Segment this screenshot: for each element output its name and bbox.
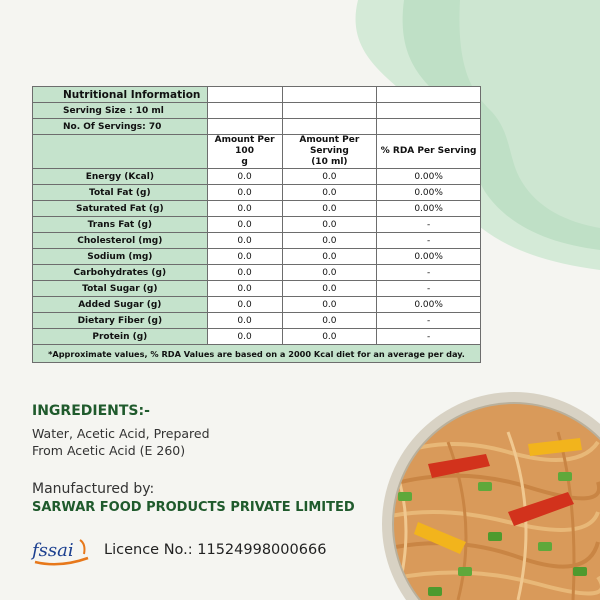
nutrition-title: Nutritional Information [33, 87, 208, 103]
nutrient-name: Total Sugar (g) [33, 281, 208, 297]
nutrient-per-100: 0.0 [207, 329, 282, 345]
nutrient-row [33, 169, 481, 185]
ingredients-text: Water, Acetic Acid, Prepared From Acetic Acid (E 260) [32, 426, 210, 458]
header-per-serving-line1: Amount Per Serving [299, 135, 360, 156]
nutrient-per-serving: 0.0 [282, 233, 377, 249]
manufacturer-name: SARWAR FOOD PRODUCTS PRIVATE LIMITED [32, 500, 355, 515]
header-per-serving-line2: (10 ml) [311, 157, 348, 167]
empty-cell [207, 87, 282, 103]
nutrient-rda: 0.00% [377, 297, 481, 313]
noodle-bowl-image [358, 392, 600, 600]
nutrient-per-100: 0.0 [207, 297, 282, 313]
column-header-row [33, 135, 481, 169]
fssai-logo [30, 534, 96, 570]
servings-count: No. Of Servings: 70 [33, 119, 208, 135]
serving-size: Serving Size : 10 ml [33, 103, 208, 119]
licence-number: Licence No.: 11524998000666 [104, 542, 327, 558]
header-per-serving [282, 135, 377, 169]
nutrient-per-serving: 0.0 [282, 185, 377, 201]
nutrient-name: Added Sugar (g) [33, 297, 208, 313]
nutrient-row [33, 313, 481, 329]
footnote-row [33, 345, 481, 363]
empty-cell [282, 119, 377, 135]
empty-cell [282, 103, 377, 119]
nutrient-per-100: 0.0 [207, 265, 282, 281]
nutrient-rda: 0.00% [377, 169, 481, 185]
nutrient-per-serving: 0.0 [282, 217, 377, 233]
footnote: *Approximate values, % RDA Values are based on a 2000 Kcal diet for an average per day. [33, 345, 481, 363]
nutrient-per-serving: 0.0 [282, 329, 377, 345]
nutrient-rda: 0.00% [377, 185, 481, 201]
header-per-100 [207, 135, 282, 169]
nutrient-name: Protein (g) [33, 329, 208, 345]
nutrient-row [33, 201, 481, 217]
nutrient-name: Carbohydrates (g) [33, 265, 208, 281]
empty-cell [377, 119, 481, 135]
nutrient-name: Energy (Kcal) [33, 169, 208, 185]
empty-cell [207, 119, 282, 135]
nutrient-name: Sodium (mg) [33, 249, 208, 265]
nutrient-per-serving: 0.0 [282, 297, 377, 313]
nutrient-row [33, 281, 481, 297]
nutrient-row [33, 249, 481, 265]
nutrient-row [33, 233, 481, 249]
nutrient-per-100: 0.0 [207, 313, 282, 329]
empty-cell [207, 103, 282, 119]
nutrition-table [32, 86, 481, 363]
nutrient-rda: 0.00% [377, 249, 481, 265]
nutrient-name: Saturated Fat (g) [33, 201, 208, 217]
nutrient-row [33, 265, 481, 281]
nutrient-per-100: 0.0 [207, 249, 282, 265]
nutrient-row [33, 329, 481, 345]
nutrient-per-serving: 0.0 [282, 313, 377, 329]
nutrient-row [33, 297, 481, 313]
empty-cell [282, 87, 377, 103]
nutrient-per-serving: 0.0 [282, 169, 377, 185]
fssai-logo-text: fssai [32, 540, 74, 561]
empty-cell [377, 103, 481, 119]
nutrient-per-serving: 0.0 [282, 281, 377, 297]
nutrient-name: Total Fat (g) [33, 185, 208, 201]
nutrient-name: Dietary Fiber (g) [33, 313, 208, 329]
nutrient-row [33, 217, 481, 233]
nutrient-rda: - [377, 217, 481, 233]
nutrient-rda: - [377, 329, 481, 345]
nutrient-per-serving: 0.0 [282, 201, 377, 217]
nutrient-rda: 0.00% [377, 201, 481, 217]
nutrient-per-serving: 0.0 [282, 265, 377, 281]
nutrient-per-100: 0.0 [207, 169, 282, 185]
nutrient-per-100: 0.0 [207, 281, 282, 297]
nutrient-rda: - [377, 233, 481, 249]
nutrient-rda: - [377, 281, 481, 297]
header-per-100-line1: Amount Per 100 [214, 135, 275, 156]
nutrient-name: Trans Fat (g) [33, 217, 208, 233]
nutrition-title-row [33, 87, 481, 103]
ingredients-heading: INGREDIENTS:- [32, 403, 150, 419]
nutrient-per-100: 0.0 [207, 217, 282, 233]
nutrient-per-100: 0.0 [207, 201, 282, 217]
servings-row [33, 119, 481, 135]
nutrient-per-100: 0.0 [207, 233, 282, 249]
empty-cell [377, 87, 481, 103]
nutrient-rda: - [377, 265, 481, 281]
serving-size-row [33, 103, 481, 119]
nutrient-per-serving: 0.0 [282, 249, 377, 265]
nutrient-rda: - [377, 313, 481, 329]
manufactured-by-label: Manufactured by: [32, 481, 155, 497]
nutrient-row [33, 185, 481, 201]
nutrient-per-100: 0.0 [207, 185, 282, 201]
empty-header-cell [33, 135, 208, 169]
header-per-100-line2: g [241, 157, 248, 167]
header-rda: % RDA Per Serving [377, 135, 481, 169]
nutrient-name: Cholesterol (mg) [33, 233, 208, 249]
